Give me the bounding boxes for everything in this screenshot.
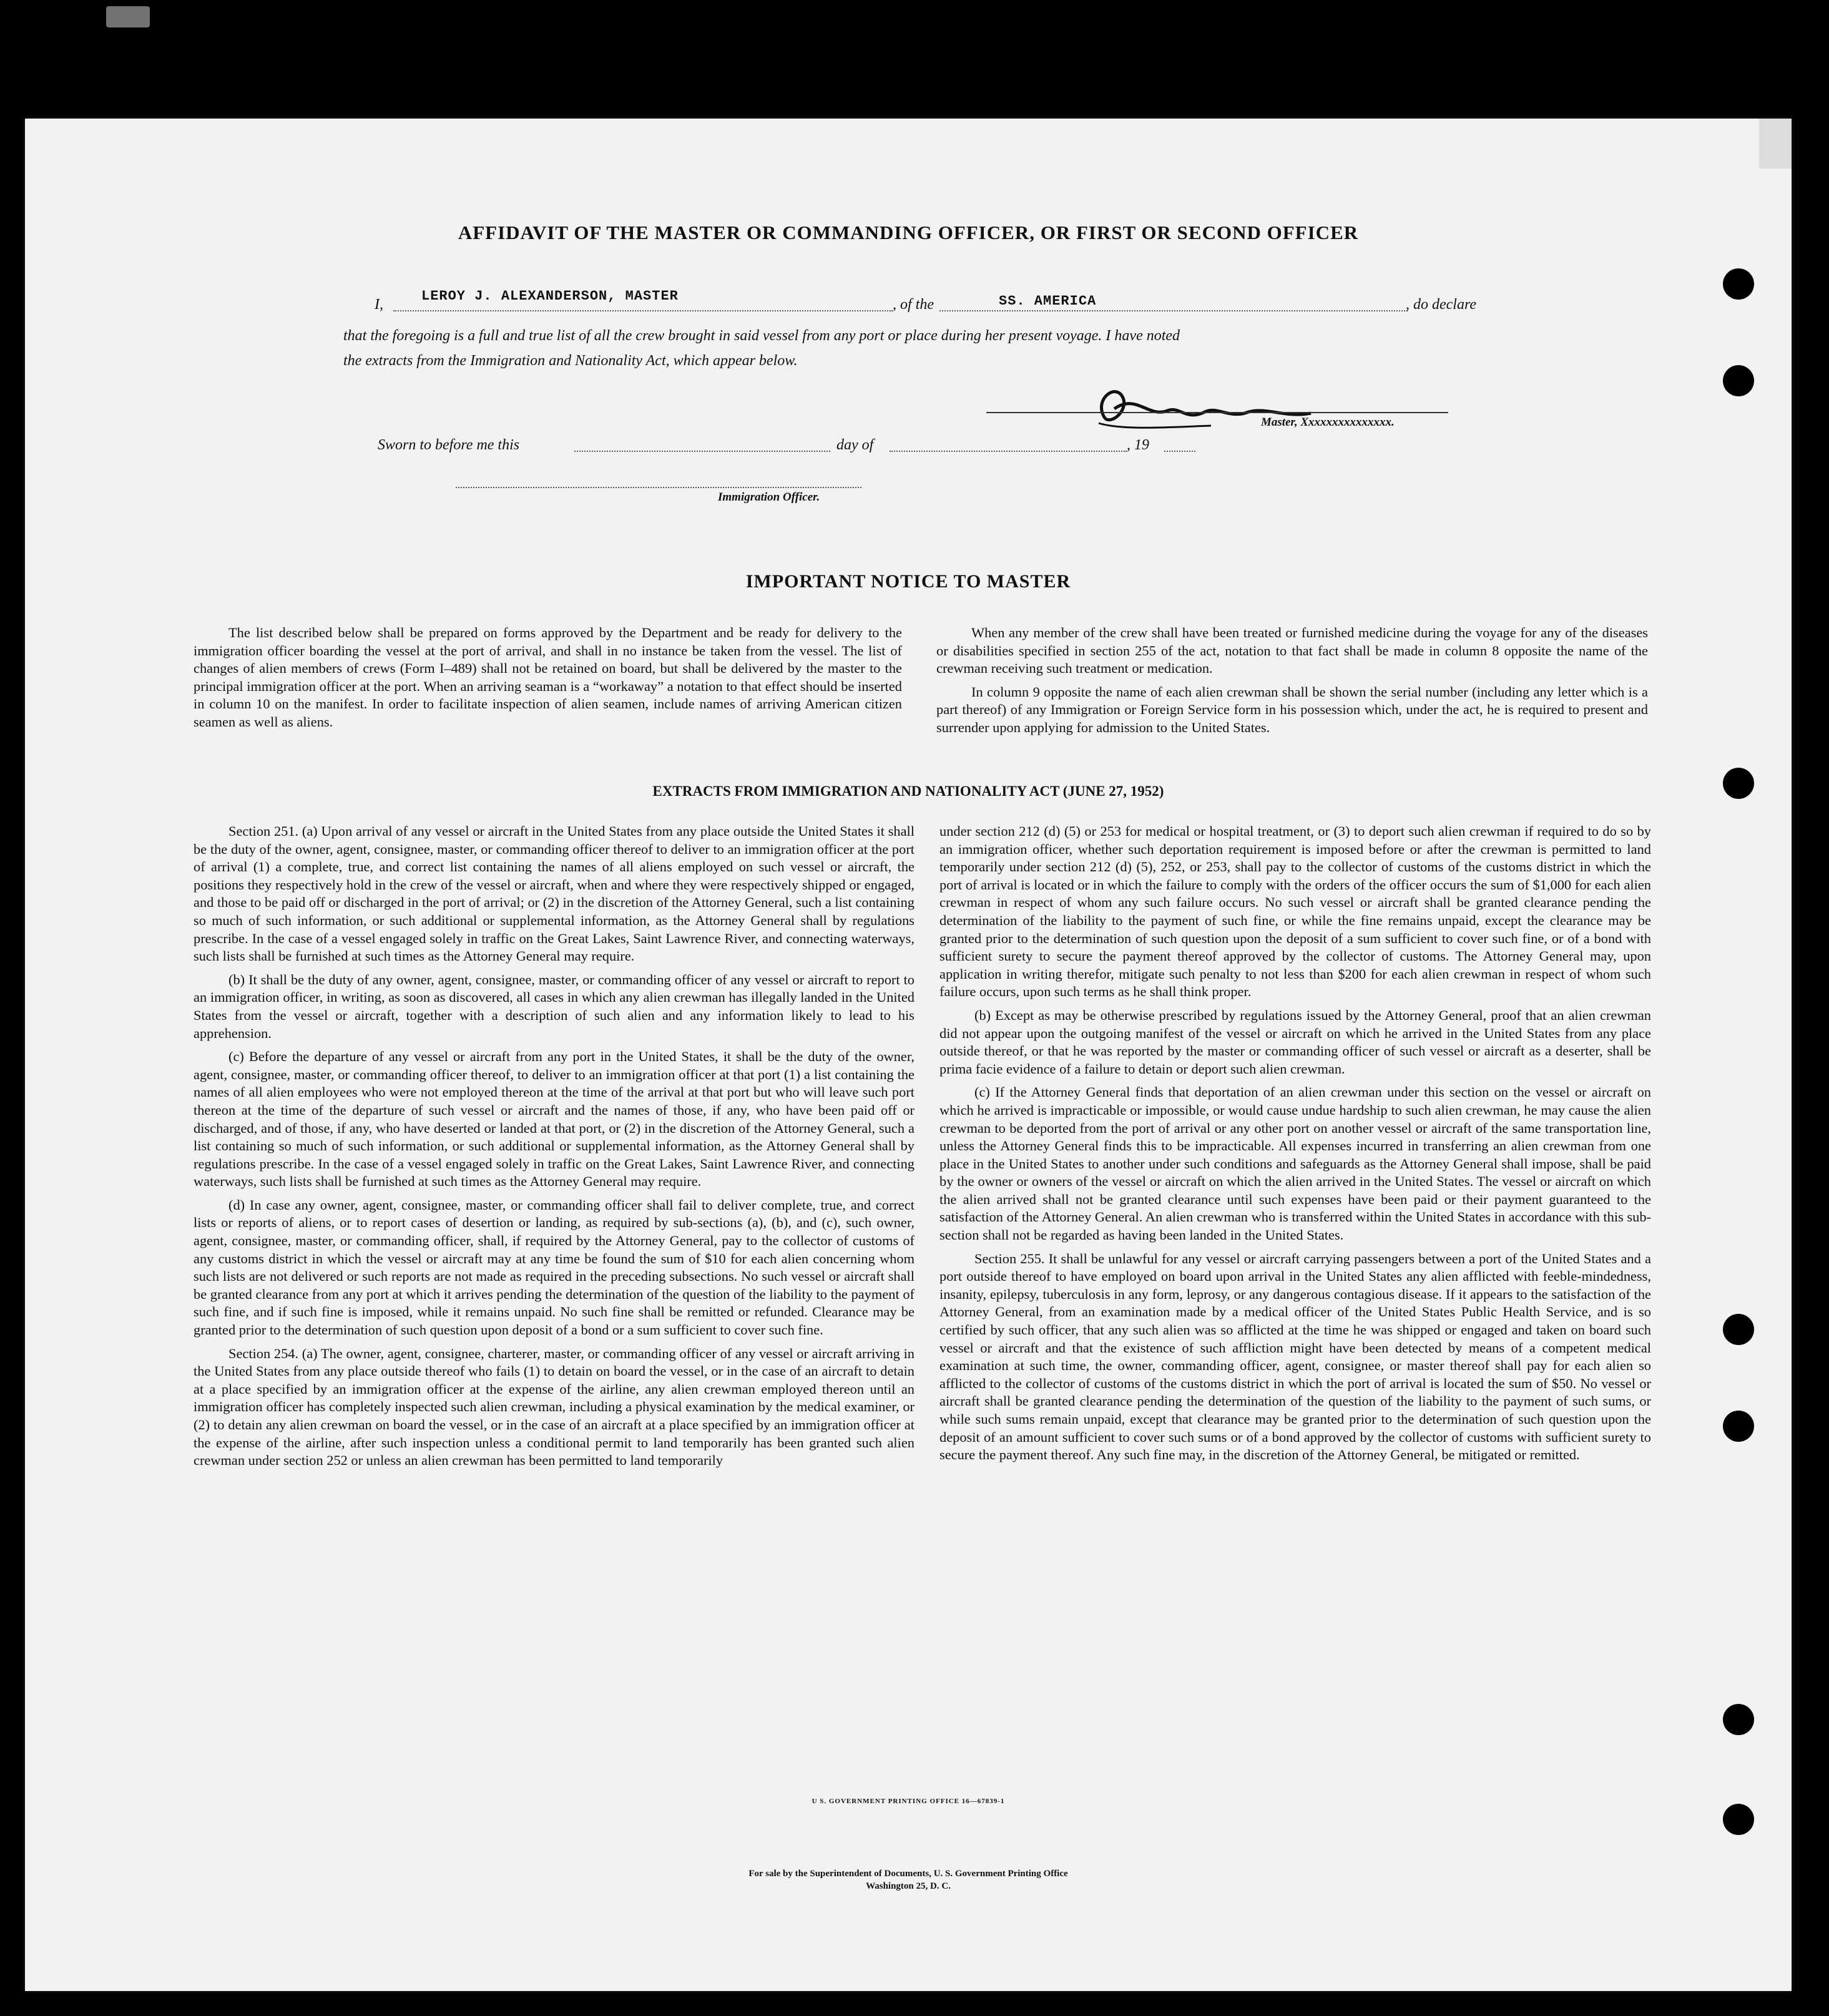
notice-left-column — [194, 624, 902, 737]
binder-hole — [1723, 1314, 1754, 1345]
sworn-year-line[interactable] — [1164, 451, 1195, 452]
sworn-label: Sworn to before me this — [378, 437, 520, 453]
binder-hole — [1723, 1704, 1754, 1735]
statute-paragraph: (b) It shall be the duty of any owner, agent, consignee, master, or commanding officer of any vessel or aircraft to report to an immigration officer, in writing, as soon as discovered, all cases in which any alien crewman has illegally landed in the United States from the vessel or aircraft, together with a description of such alien and any information likely to lead to his apprehension. — [194, 971, 914, 1041]
of-the-label: , of the — [893, 296, 934, 313]
binder-hole — [1723, 1411, 1754, 1442]
declaration-line-2: that the foregoing is a full and true list of all the crew brought in said vessel from any port or place during her present voyage. I have noted — [343, 328, 1180, 344]
statute-paragraph: (b) Except as may be otherwise prescribed by regulations issued by the Attorney General, proof that an alien crewman did not appear upon the outgoing manifest of the vessel or aircraft on which he arrived in the United States from any place outside thereof, or that he was reported by the master or commanding officer of such vessel or aircraft as a deserter, shall be prima facie evidence of a failure to detain or deport such alien crewman. — [939, 1007, 1651, 1077]
do-declare-label: , do declare — [1406, 296, 1477, 313]
affidavit-title: AFFIDAVIT OF THE MASTER OR COMMANDING OFFICER, OR FIRST OR SECOND OFFICER — [458, 222, 1359, 243]
statute-paragraph: (c) If the Attorney General finds that deportation of an alien crewman under this section on the vessel or aircraft on which he arrived is impracticable or impossible, or would cause undue hardship to such alien crewman, he may cause the alien crewman to be deported from the port of arrival or any other port on another vessel or aircraft of the same transportation line, unless the Attorney General finds this to be impracticable. All expenses incurred in transferring an alien crewman from one place in the United States to another under such conditions and safeguards as the Attorney General shall impose, shall be paid by the owner or owners of the vessel or aircraft on which the alien arrived in the United States. The vessel or aircraft on which the alien arrived shall not be granted clearance until such expenses have been paid or their payment guaranteed to the satisfaction of the Attorney General. An alien crewman who is transferred within the United States in accordance with this sub-section shall not be regarded as having been landed in the United States. — [939, 1084, 1651, 1243]
extracts-title: EXTRACTS FROM IMMIGRATION AND NATIONALITY ACT (JUNE 27, 1952) — [652, 783, 1164, 799]
extracts-right-column — [939, 823, 1651, 1470]
immigration-officer-label: Immigration Officer. — [718, 491, 820, 504]
sworn-month-line[interactable] — [890, 451, 1127, 452]
statute-paragraph: Section 254. (a) The owner, agent, consignee, charterer, master, or commanding officer of any vessel or aircraft arriving in the United States from any place outside thereof who fails (1) to detain on board the vessel, or in the case of an aircraft to detain at a place specified by an immigration officer at the expense of the airline, any alien crewman employed thereon until an immigration officer has completely inspected such alien crewman, including a physical examination by the medical examiner, or (2) to detain any alien crewman on board the vessel, or in the case of an aircraft at a place specified by an immigration officer at the expense of the airline, after such inspection unless a conditional permit to land temporarily has been granted such alien crewman under section 252 or unless an alien crewman has been permitted to land temporarily — [194, 1345, 914, 1469]
i-label: I, — [375, 296, 383, 313]
declarant-name-field[interactable]: LEROY J. ALEXANDERSON, MASTER — [421, 288, 679, 304]
sworn-day-line[interactable] — [574, 451, 830, 452]
vessel-line — [939, 310, 1408, 311]
notice-paragraph: When any member of the crew shall have been treated or furnished medicine during the voyage for any of the diseases or disabilities specified in section 255 of the act, notation to that fact shall be made in column 8 opposite the name of the crewman receiving such treatment or medication. — [936, 625, 1648, 677]
notice-paragraph: The list described below shall be prepared on forms approved by the Department and be ready for delivery to the immigration officer boarding the vessel at the port of arrival, and shall in no instance be taken from the vessel. The list of changes of alien members of crews (Form I–489) shall not be retained on board, but shall be delivered by the master to the principal immigration officer at the port. When an arriving seaman is a “workaway” a notation to that effect should be inserted in column 10 on the manifest. In order to facilitate inspection of alien seamen, include names of arriving American citizen seamen as well as aliens. — [194, 625, 902, 730]
notice-title: IMPORTANT NOTICE TO MASTER — [745, 571, 1071, 592]
statute-paragraph: (d) In case any owner, agent, consignee, master, or commanding officer shall fail to deliver complete, true, and correct lists or reports of aliens, or to report cases of desertion or landing, as required by sub-sections (a), (b), and (c), such owner, agent, consignee, master, or commanding officer, shall, if required by the Attorney General, pay to the collector of customs of any customs district in which the vessel or aircraft may at any time be found the sum of $10 for each alien concerning whom such lists are not delivered or such reports are not made as required in the preceding subsections. No such vessel or aircraft shall be granted clearance from any port at which it arrives pending the determination of the question of the liability to the payment of such fine, and if such fine is imposed, while it remains unpaid. No such fine shall be remitted or refunded. Clearance may be granted prior to the determination of such question upon deposit of a bond or a sum sufficient to cover such fine. — [194, 1196, 914, 1338]
notice-right-column — [936, 624, 1648, 743]
immigration-officer-line[interactable] — [456, 487, 861, 488]
extracts-left-column — [194, 823, 914, 1475]
statute-paragraph: Section 251. (a) Upon arrival of any vessel or aircraft in the United States from any place outside the United States it shall be the duty of the owner, agent, consignee, master, or commanding officer thereof to deliver to an immigration officer at the port of arrival (1) a complete, true, and correct list containing the names of all aliens employed on such vessel or aircraft, the positions they respectively hold in the crew of the vessel or aircraft, when and where they were respectively shipped or engaged, and those to be paid off or discharged in the port of arrival; or (2) in the discretion of the Attorney General, such a list containing so much of such information, or such additional or supplemental information, as the Attorney General shall by regulations prescribe. In the case of a vessel engaged solely in traffic on the Great Lakes, Saint Lawrence River, and connecting waterways, such lists shall be furnished at such times as the Attorney General may require. — [194, 823, 914, 964]
year-label: , 19 — [1127, 437, 1149, 453]
binder-hole — [1723, 365, 1754, 396]
statute-paragraph: under section 212 (d) (5) or 253 for medical or hospital treatment, or (3) to deport such alien crewman if required to do so by an immigration officer, whether such deportation requirement is imposed before or after the crewman is permitted to land temporarily under section 212 (d) (5), 252, or 253, shall pay to the collector of customs of the customs district in which the port of arrival is located or in which the failure to comply with the orders of the officer occurs the sum of $1,000 for each alien crewman in respect of whom any such failure occurs. No such vessel or aircraft shall be granted clearance pending the determination of the liability to the payment of such fine, or while the fine remains unpaid, except the clearance may be granted prior to the determination of such question upon the deposit of a sum sufficient to cover such fine, or of a bond with sufficient surety to secure the payment thereof approved by the collector of customs. The Attorney General may, upon application in writing therefor, mitigate such penalty to not less than $200 for each alien crewman in respect of whom such failure occurs, upon such terms as he shall think proper. — [939, 823, 1651, 1000]
printing-office-code: U S. GOVERNMENT PRINTING OFFICE 16—67839-1 — [812, 1798, 1005, 1805]
vessel-name-field[interactable]: SS. AMERICA — [999, 293, 1097, 309]
form-page — [25, 119, 1792, 1991]
statute-paragraph: (c) Before the departure of any vessel or aircraft from any port in the United States, it shall be the duty of the owner, agent, consignee, master, or commanding officer thereof, to deliver to an immigration officer at that port (1) a list containing the names of all alien employees who were not employed thereon at the time of the arrival at that port but who will leave such port thereon at the time of the departure of such vessel or aircraft and the names of those, if any, who have been paid off or discharged, and of those, if any, who have deserted or landed at that port, or (2) in the discretion of the Attorney General, such a list containing so much of such information, or such additional or supplemental information, as the Attorney General shall by regulations prescribe. In the case of a vessel engaged solely in traffic on the Great Lakes, Saint Lawrence River, and connecting waterways, such lists shall be furnished at such times as the Attorney General may require. — [194, 1049, 914, 1190]
signature-caption: Master, Xxxxxxxxxxxxxxx. — [1261, 416, 1395, 429]
declaration-line-3: the extracts from the Immigration and Nationality Act, which appear below. — [343, 353, 798, 369]
footer-line-1: For sale by the Superintendent of Documents, U. S. Government Printing Office — [748, 1869, 1068, 1879]
binder-hole — [1723, 268, 1754, 300]
notice-paragraph: In column 9 opposite the name of each alien crewman shall be shown the serial number (including any letter which is a part thereof) of any Immigration or Foreign Service form in his possession which, under the act, he is required to present and surrender upon applying for admission to the United States. — [936, 683, 1648, 735]
footer — [25, 1867, 1792, 1892]
footer-line-2: Washington 25, D. C. — [866, 1881, 951, 1891]
scan-artifact-top-right — [1759, 119, 1792, 169]
statute-paragraph: Section 255. It shall be unlawful for any vessel or aircraft carrying passengers between a port of the United States and a port outside thereof to have employed on board upon arrival in the United States any alien afflicted with feeble-mindedness, insanity, epilepsy, tuberculosis in any form, leprosy, or any dangerous contagious disease. If it appears to the satisfaction of the Attorney General, from an examination made by a medical officer of the United States Public Health Service, and is so certified by such officer, that any such alien was so afflicted at the time he was shipped or engaged and taken on board such vessel or aircraft and that the existence of such affliction might have been detected by means of a competent medical examination at such time, the owner, commanding officer, agent, consignee, or master thereof shall pay for each alien so afflicted to the collector of customs of the customs district in which the port of arrival is located the sum of $50. No vessel or aircraft shall be granted clearance pending the determination of the question of the liability to the payment of such sums, or while such sums remain unpaid, except that clearance may be granted prior to the determination of such question upon the deposit of an amount sufficient to cover such sums or of a bond approved by the collector of customs with sufficient surety to secure the payment thereof. Any such fine may, in the discretion of the Attorney General, be mitigated or remitted. — [939, 1250, 1651, 1463]
declarant-line — [393, 310, 893, 311]
day-of-label: day of — [836, 437, 874, 453]
binder-hole — [1723, 1804, 1754, 1835]
scan-artifact-top-left — [106, 6, 150, 27]
signature-line — [986, 412, 1448, 413]
